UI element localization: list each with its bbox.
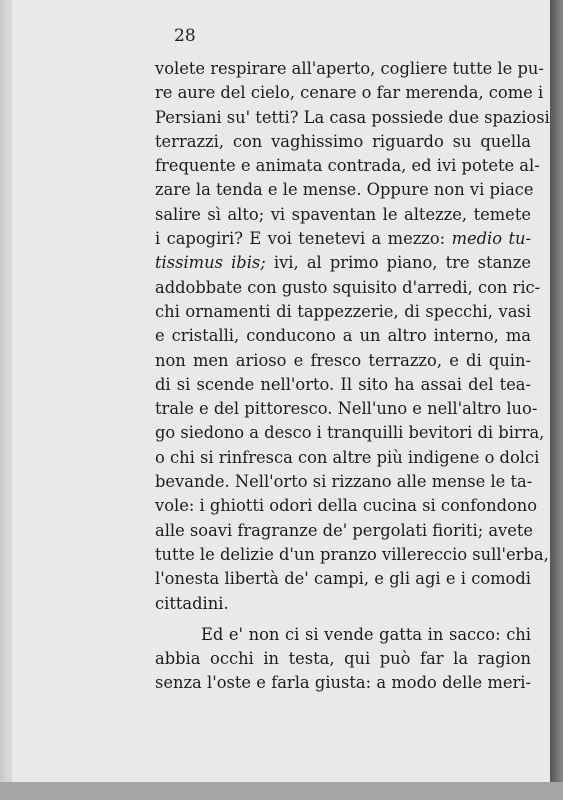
text-line: vole: i ghiotti odori della cucina si confondono bbox=[155, 496, 538, 516]
text-line: frequente e animata contrada, ed ivi potete al- bbox=[155, 156, 540, 176]
text-segment: i capogiri? E voi tenetevi a mezzo: bbox=[155, 229, 446, 249]
text-segment: ivi, al primo piano, tre stanze bbox=[273, 253, 531, 273]
text-line: go siedono a desco i tranquilli bevitori di birra, bbox=[155, 423, 545, 443]
text-line: e cristalli, conducono a un altro interno, ma bbox=[155, 326, 531, 346]
text-line: trale e del pittoresco. Nell'uno e nell'altro luo- bbox=[155, 399, 538, 419]
text-line: non men arioso e fresco terrazzo, e di quin- bbox=[155, 350, 531, 370]
text-line: chi ornamenti di tappezzerie, di specchi, vasi bbox=[155, 301, 531, 321]
text-line: Persiani su' tetti? La casa possiede due spaziosi bbox=[155, 107, 550, 127]
text-line: volete respirare all'aperto, cogliere tutte le pu- bbox=[155, 59, 544, 78]
text-line: bevande. Nell'orto si rizzano alle mense le ta- bbox=[155, 472, 533, 492]
scan-bottom-edge bbox=[0, 782, 563, 800]
text-line bbox=[155, 227, 531, 251]
latin-quote: medio tu- bbox=[451, 229, 531, 249]
text-line: cittadini. bbox=[155, 593, 229, 613]
text-line: di si scende nell'orto. Il sito ha assai del tea- bbox=[155, 374, 531, 394]
text-line: abbia occhi in testa, qui può far la ragion bbox=[155, 649, 531, 669]
text-line bbox=[155, 251, 531, 275]
text-line: l'onesta libertà de' campi, e gli agi e i comodi bbox=[155, 569, 531, 589]
text-line: terrazzi, con vaghissimo riguardo su quella bbox=[155, 131, 531, 151]
text-line: re aure del cielo, cenare o far merenda, come i bbox=[155, 83, 544, 103]
body-text bbox=[155, 57, 550, 696]
text-line: salire sì alto; vi spaventan le altezze, temete bbox=[155, 204, 531, 224]
text-line: o chi si rinfresca con altre più indigene o dolci bbox=[155, 447, 540, 467]
text-line: tutte le delizie d'un pranzo villereccio sull'erba, bbox=[155, 544, 549, 564]
text-line: Ed e' non ci si vende gatta in sacco: chi bbox=[201, 624, 531, 644]
scan-right-edge bbox=[550, 0, 563, 800]
text-line: alle soavi fragranze de' pergolati fioriti; avete bbox=[155, 520, 534, 540]
latin-quote: tissimus ibis; bbox=[155, 253, 266, 273]
scan-left-margin bbox=[0, 0, 12, 800]
text-line: senza l'oste e farla giusta: a modo delle meri- bbox=[155, 673, 531, 693]
text-line: addobbate con gusto squisito d'arredi, con ric- bbox=[155, 277, 541, 297]
page-number: 28 bbox=[174, 26, 196, 46]
text-line: zare la tenda e le mense. Oppure non vi piace bbox=[155, 180, 534, 200]
